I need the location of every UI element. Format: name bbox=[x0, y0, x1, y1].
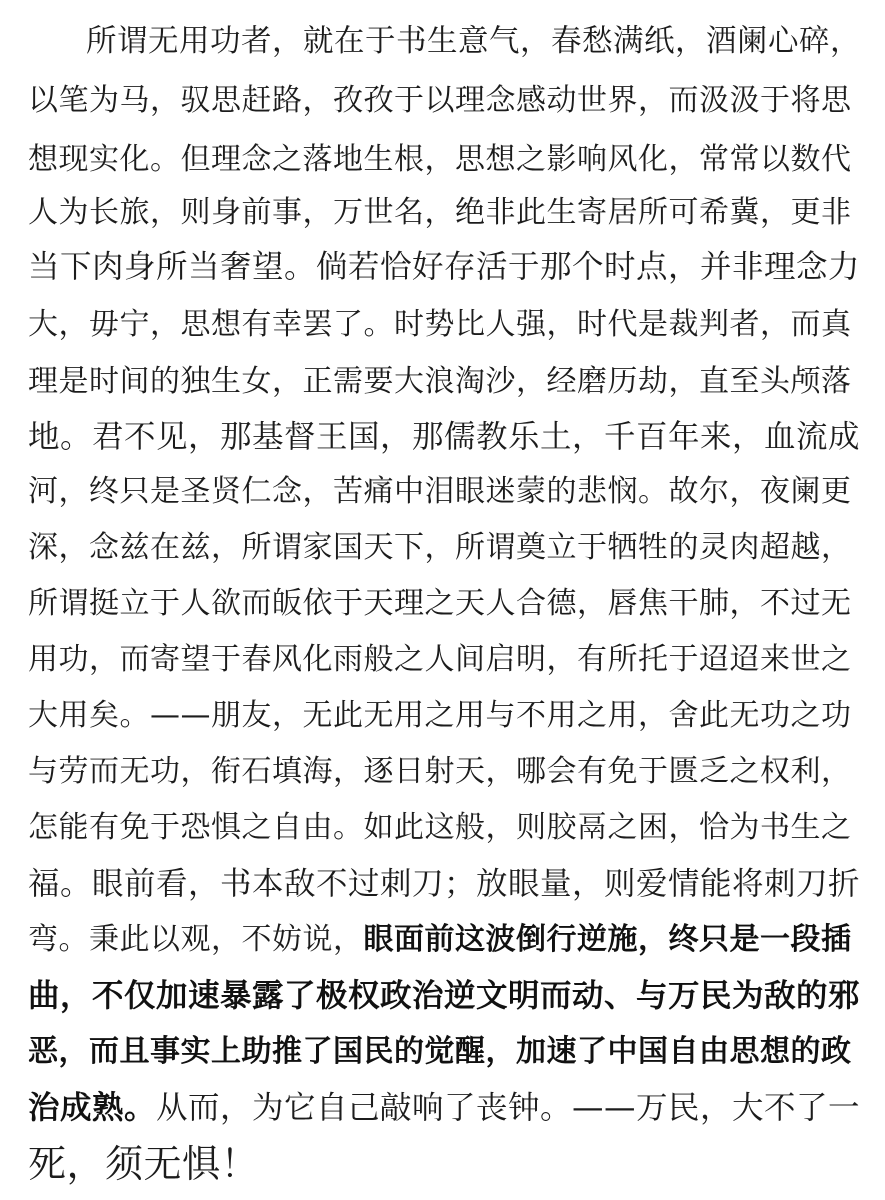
text-line-13: 大用矣。——朋友，无此无用之用与不用之用，舍此无功之功 bbox=[28, 698, 852, 733]
text-line-18-bold: 曲，不仅加速暴露了极权政治逆文明而动、与万民为敌的邪 bbox=[28, 978, 861, 1014]
text-line-8: 地。君不见，那基督王国，那儒教乐土，千百年来，血流成 bbox=[28, 419, 861, 455]
text-line-7: 理是时间的独生女，正需要大浪淘沙，经磨历劫，直至头颅落 bbox=[28, 364, 852, 399]
text-run: 从而，为它自己敲响了丧钟。——万民，大不了一 bbox=[156, 1090, 861, 1126]
text-line-14: 与劳而无功，衔石填海，逐日射天，哪会有免于匮乏之权利， bbox=[28, 754, 852, 789]
text-line-17 bbox=[28, 910, 863, 970]
emphasized-text: 治成熟。 bbox=[28, 1090, 157, 1126]
text-line-3: 想现实化。但理念之落地生根，思想之影响风化，常常以数代 bbox=[28, 142, 852, 177]
text-line-21: 死，须无惧！ bbox=[28, 1142, 260, 1186]
text-line-5: 当下肉身所当奢望。倘若恰好存活于那个时点，并非理念力 bbox=[28, 249, 861, 285]
text-line-12: 用功，而寄望于春风化雨般之人间启明，有所托于迢迢来世之 bbox=[28, 642, 852, 677]
emphasized-text: 眼面前这波倒行逆施，终只是一段插 bbox=[363, 922, 852, 957]
text-line-4: 人为长旅，则身前事，万世名，绝非此生寄居所可希冀，更非 bbox=[28, 195, 852, 230]
text-line-10: 深，念兹在兹，所谓家国天下，所谓奠立于牺牲的灵肉超越， bbox=[28, 530, 852, 565]
text-line-2: 以笔为马，驭思赶路，孜孜于以理念感动世界，而汲汲于将思 bbox=[28, 83, 852, 118]
text-line-15: 怎能有免于恐惧之自由。如此这般，则胶鬲之困，恰为书生之 bbox=[28, 810, 852, 845]
text-line-9: 河，终只是圣贤仁念，苦痛中泪眼迷蒙的悲悯。故尔，夜阑更 bbox=[28, 474, 852, 509]
text-line-1: 所谓无用功者，就在于书生意气，春愁满纸，酒阑心碎， bbox=[86, 24, 861, 59]
text-line-6: 大，毋宁，思想有幸罢了。时势比人强，时代是裁判者，而真 bbox=[28, 307, 852, 342]
text-line-11: 所谓挺立于人欲而皈依于天理之天人合德，唇焦干肺，不过无 bbox=[28, 586, 852, 621]
text-line-16: 福。眼前看，书本敌不过刺刀；放眼量，则爱情能将刺刀折 bbox=[28, 866, 861, 902]
text-run: 弯。秉此以观，不妨说， bbox=[28, 922, 364, 957]
text-line-19-bold: 恶，而且事实上助推了国民的觉醒，加速了中国自由思想的政 bbox=[28, 1034, 852, 1069]
text-line-20 bbox=[28, 1078, 863, 1138]
